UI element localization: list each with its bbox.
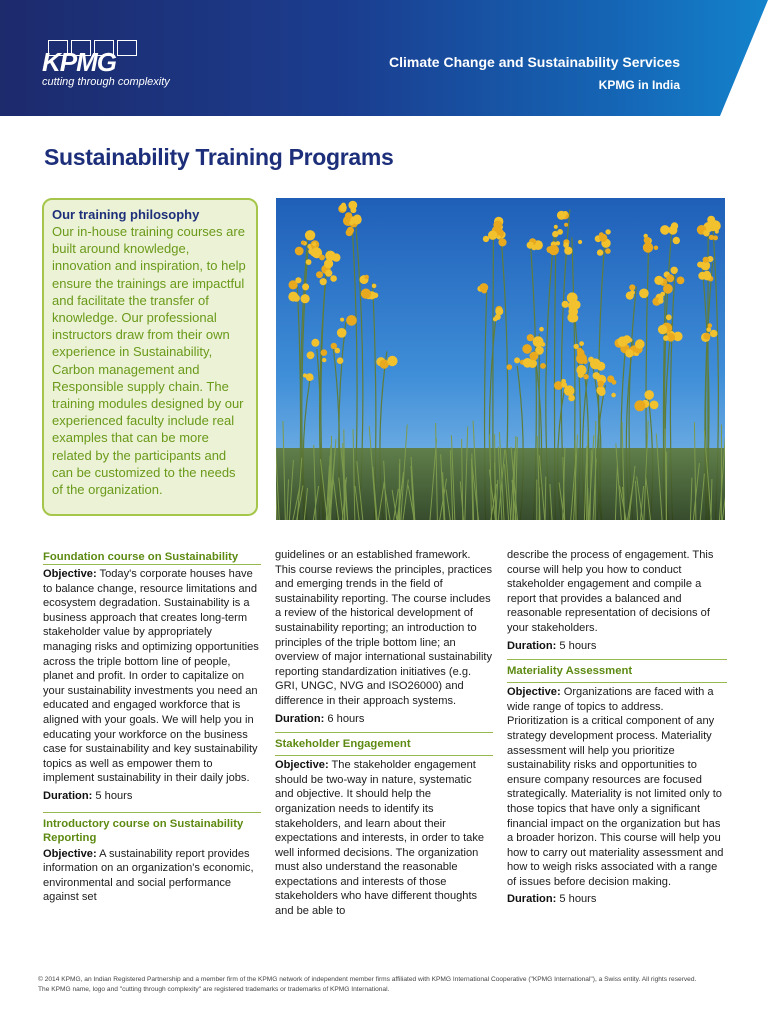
section-rule <box>43 812 261 813</box>
footer-copyright: © 2014 KPMG, an Indian Registered Partnership and a member firm of the KPMG network of independent member firms affiliated with KPMG International Cooperative ("KPMG International"), a Swiss entity. All rights reserved. <box>38 976 697 983</box>
duration-label: Duration: <box>275 712 325 725</box>
column-3 <box>507 548 727 907</box>
stakeholder-objective <box>275 758 493 919</box>
duration-value: 6 hours <box>324 712 365 725</box>
duration-value: 5 hours <box>556 639 597 652</box>
header-banner <box>0 0 768 116</box>
header-subtitle: KPMG in India <box>598 78 680 92</box>
materiality-objective <box>507 685 727 889</box>
footer-legal <box>38 975 748 995</box>
header-title: Climate Change and Sustainability Services <box>389 54 680 70</box>
duration-value: 5 hours <box>92 789 133 802</box>
duration-label: Duration: <box>43 789 93 802</box>
introductory-duration <box>275 712 493 727</box>
footer-trademark: The KPMG name, logo and "cutting through complexity" are registered trademarks or trademarks of KPMG International. <box>38 986 390 993</box>
objective-text: Today's corporate houses have to balance change, resource limitations and ecosystem degradation. Sustainability is a business approach that creates long-term stakeholder value by appropriately managing risks and optimizing opportunities across the triple bottom line of people, planet and profit. In order to capitalize on your sustainability investments you need an educated and engaged workforce that is aligned with your goals. We will help you in educating your workforce on the business case for sustainability and key sustainability topics as well as empower them to implement sustainability in their daily jobs. <box>43 568 259 785</box>
philosophy-heading: Our training philosophy <box>52 207 200 222</box>
logo-tagline: cutting through complexity <box>42 76 170 88</box>
materiality-duration <box>507 892 727 907</box>
section-heading-materiality: Materiality Assessment <box>507 665 633 678</box>
logo-wordmark: KPMG <box>42 47 116 77</box>
objective-text: The stakeholder engagement should be two-way in nature, systematic and objective. It should help the organization needs to identify its stakeholders, and learn about their expectations and interests, in order to take well informed decisions. The organization must also understand the reasonable expectations and interests of those stakeholders who have different thoughts and be able to <box>275 759 485 918</box>
objective-label: Objective: <box>507 686 561 699</box>
section-rule <box>507 659 727 660</box>
duration-value: 5 hours <box>556 893 597 906</box>
philosophy-body: Our in-house training courses are built around knowledge, innovation and inspiration, to help ensure the trainings are impactful and facilitate the transfer of knowledge. Our professional instructors draw from their own experience in Sustainability, Carbon management and Responsible supply chain. The training modules designed by our experienced faculty include real examples that can be more related by the participants and can be customized to the needs of the organization. <box>52 224 246 498</box>
column-1 <box>43 548 261 905</box>
section-rule <box>275 755 493 756</box>
stakeholder-objective-continued: describe the process of engagement. This course will help you how to conduct stakeholder engagement and compile a report that provides a balanced and reasonable representation of decisions of your stakeholders. <box>507 549 714 634</box>
foundation-objective <box>43 567 261 786</box>
section-heading-foundation: Foundation course on Sustainability <box>43 551 239 563</box>
section-rule <box>507 682 727 683</box>
objective-label: Objective: <box>43 568 97 580</box>
introductory-objective-continued: guidelines or an established framework. This course reviews the principles, practices and emerging trends in the field of sustainability reporting. The course includes a review of the historical development of sustainability reporting; an introduction to principles of the triple bottom line; an overview of major international sustainability reporting standardization initiatives (e.g. GRI, UNGC, NVG and ISO26000) and difference in their approach systems. <box>275 549 493 707</box>
objective-text: A sustainability report provides information on an organization's economic, environmental and social performance against set <box>43 847 254 904</box>
objective-text: Organizations are faced with a wide range of topics to address. Prioritization is a critical component of any strategy development process. Materiality assessment will help you prioritize sustainability risks and opportunities to ensure company resources are focused strategically. Materiality is not limited only to those topics that have only a significant financial impact on the organization but has a broader horizon. This course will help you how to carry out materiality assessment and how to weigh risks associated with a range of issues before decision making. <box>507 686 724 888</box>
section-heading-stakeholder: Stakeholder Engagement <box>275 738 411 751</box>
section-rule <box>43 564 261 565</box>
objective-label: Objective: <box>275 759 329 772</box>
banner-notch <box>720 0 768 116</box>
kpmg-logo <box>42 40 170 88</box>
page-title: Sustainability Training Programs <box>44 144 394 170</box>
flowers-image <box>276 198 725 520</box>
philosophy-box <box>42 198 258 516</box>
section-heading-introductory: Introductory course on Sustainability Reporting <box>43 817 244 844</box>
duration-label: Duration: <box>507 639 557 652</box>
objective-label: Objective: <box>43 847 97 860</box>
introductory-objective <box>43 847 261 905</box>
duration-label: Duration: <box>507 893 557 906</box>
stakeholder-duration <box>507 639 727 654</box>
foundation-duration <box>43 789 261 804</box>
section-rule <box>275 732 493 733</box>
column-2 <box>275 548 493 919</box>
flowers-photo <box>276 198 725 520</box>
